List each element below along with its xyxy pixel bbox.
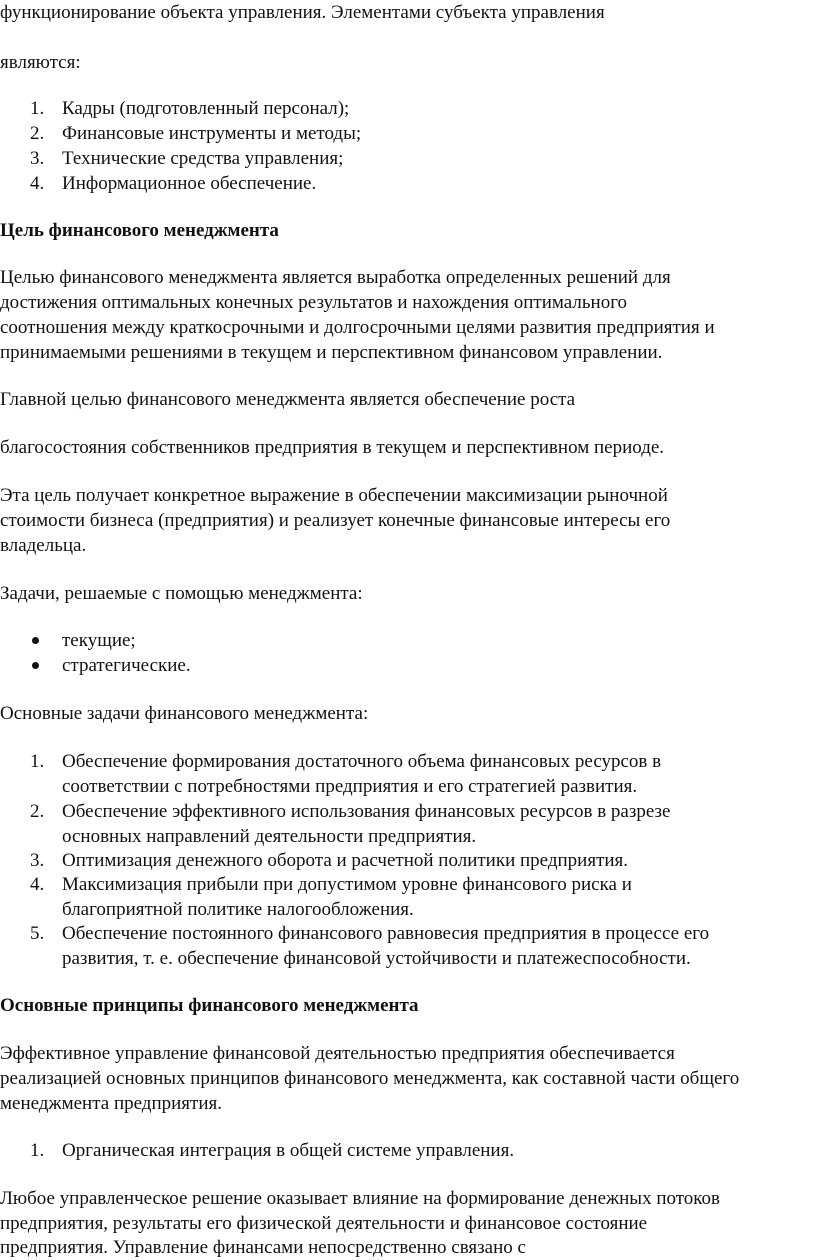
principles-paragraph-line: Эффективное управление финансовой деятельностью предприятия обеспечивается (0, 1043, 675, 1064)
bullet-icon (32, 662, 39, 669)
list-number: 1. (30, 751, 45, 772)
closing-paragraph-line: предприятия, результаты его физической деятельности и финансовое состояние (0, 1213, 648, 1234)
list-item-line: Обеспечение формирования достаточного объема финансовых ресурсов в (62, 751, 662, 772)
principles-heading: Основные принципы финансового менеджмента (0, 995, 419, 1016)
list-item-line: соответствии с потребностями предприятия и его стратегией развития. (62, 776, 638, 797)
list-item: Кадры (подготовленный персонал); (62, 98, 350, 119)
goal-expression-line: стоимости бизнеса (предприятия) и реализует конечные финансовые интересы его (0, 510, 671, 531)
list-number: 4. (30, 874, 45, 895)
list-item: текущие; (62, 630, 136, 651)
list-item-line: Оптимизация денежного оборота и расчетной политики предприятия. (62, 850, 629, 871)
tasks-intro: Задачи, решаемые с помощью менеджмента: (0, 583, 363, 604)
closing-paragraph-line: предприятия. Управление финансами непосредственно связано с (0, 1237, 526, 1258)
list-number: 2. (30, 123, 45, 144)
list-item-line: Максимизация прибыли при допустимом уровне финансового риска и (62, 874, 632, 895)
list-number: 3. (30, 148, 45, 169)
goal-paragraph-line: принимаемыми решениями в текущем и перспективном финансовом управлении. (0, 342, 663, 363)
list-number: 4. (30, 173, 45, 194)
list-item-line: Обеспечение постоянного финансового равновесия предприятия в процессе его (62, 923, 710, 944)
list-item-line: основных направлений деятельности предприятия. (62, 826, 477, 847)
goal-paragraph-line: Целью финансового менеджмента является выработка определенных решений для (0, 267, 671, 288)
list-item: Органическая интеграция в общей системе управления. (62, 1140, 515, 1161)
list-number: 1. (30, 98, 45, 119)
list-item-line: Обеспечение эффективного использования финансовых ресурсов в разрезе (62, 801, 671, 822)
main-tasks-heading: Основные задачи финансового менеджмента: (0, 703, 369, 724)
principles-paragraph-line: реализацией основных принципов финансового менеджмента, как составной части общего (0, 1068, 740, 1089)
list-number: 3. (30, 850, 45, 871)
goal-expression-line: Эта цель получает конкретное выражение в обеспечении максимизации рыночной (0, 485, 668, 506)
principles-paragraph-line: менеджмента предприятия. (0, 1093, 222, 1114)
list-number: 2. (30, 801, 45, 822)
main-goal-line-1: Главной целью финансового менеджмента является обеспечение роста (0, 389, 576, 410)
closing-paragraph-line: Любое управленческое решение оказывает влияние на формирование денежных потоков (0, 1188, 721, 1209)
list-item-line: благоприятной политике налогообложения. (62, 899, 414, 920)
goal-paragraph-line: достижения оптимальных конечных результатов и нахождения оптимального (0, 292, 628, 313)
goal-expression-line: владельца. (0, 535, 87, 556)
intro-line-2: являются: (0, 52, 81, 73)
list-item-line: развития, т. е. обеспечение финансовой устойчивости и платежеспособности. (62, 948, 691, 969)
list-number: 5. (30, 923, 45, 944)
list-item: Информационное обеспечение. (62, 173, 317, 194)
intro-line-1: функционирование объекта управления. Элементами субъекта управления (0, 2, 605, 23)
list-item: Технические средства управления; (62, 148, 344, 169)
goal-heading: Цель финансового менеджмента (0, 220, 279, 241)
goal-paragraph-line: соотношения между краткосрочными и долгосрочными целями развития предприятия и (0, 317, 715, 338)
bullet-icon (32, 637, 39, 644)
main-goal-line-2: благосостояния собственников предприятия в текущем и перспективном периоде. (0, 437, 665, 458)
list-item: Финансовые инструменты и методы; (62, 123, 362, 144)
list-item: стратегические. (62, 655, 191, 676)
list-number: 1. (30, 1140, 45, 1161)
